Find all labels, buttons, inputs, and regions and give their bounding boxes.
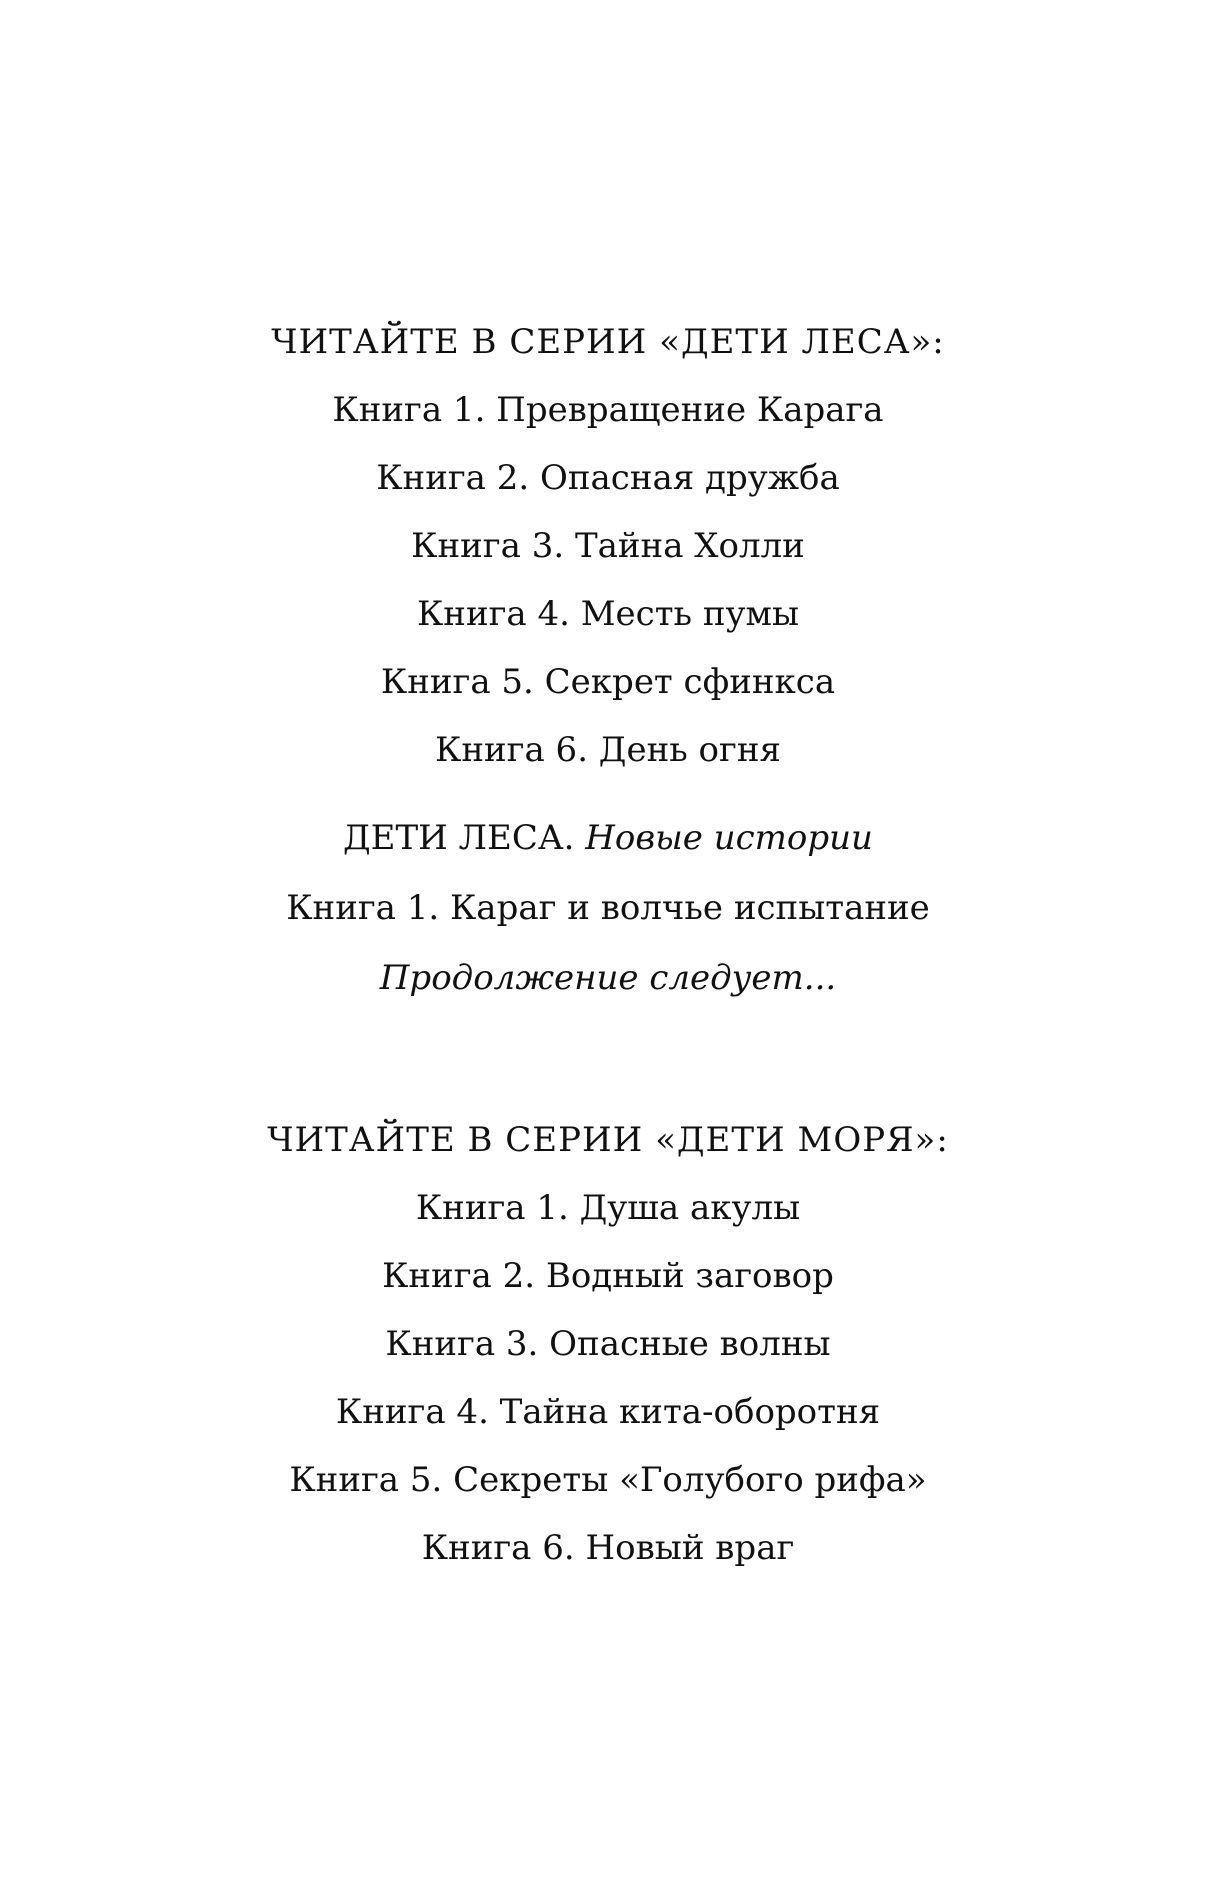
book-title: Книга 4. Месть пумы: [416, 594, 800, 634]
book-title: Книга 6. Новый враг: [421, 1528, 795, 1568]
book-title: Книга 5. Секреты «Голубого рифа»: [289, 1460, 927, 1500]
series-heading-plain: ДЕТИ ЛЕСА.: [343, 818, 575, 858]
series-heading-new-stories: [0, 818, 1216, 858]
book-title: Книга 3. Тайна Холли: [411, 526, 805, 566]
book-title: Книга 2. Опасная дружба: [376, 458, 840, 498]
book-title: Книга 2. Водный заговор: [382, 1256, 834, 1296]
book-title: Книга 4. Тайна кита-оборотня: [335, 1392, 881, 1432]
book-title: Книга 1. Превращение Карага: [332, 390, 884, 430]
series-heading-italic: Новые истории: [585, 818, 873, 858]
book-title: Книга 1. Караг и волчье испытание: [286, 888, 930, 928]
book-title: Книга 3. Опасные волны: [385, 1324, 831, 1364]
series-heading-forest: ЧИТАЙТЕ В СЕРИИ «ДЕТИ ЛЕСА»:: [271, 322, 945, 362]
continuation-note: Продолжение следует...: [379, 958, 837, 998]
book-title: Книга 1. Душа акулы: [415, 1188, 801, 1228]
series-heading-sea: ЧИТАЙТЕ В СЕРИИ «ДЕТИ МОРЯ»:: [267, 1120, 949, 1160]
book-title: Книга 6. День огня: [435, 730, 781, 770]
book-title: Книга 5. Секрет сфинкса: [380, 662, 836, 702]
